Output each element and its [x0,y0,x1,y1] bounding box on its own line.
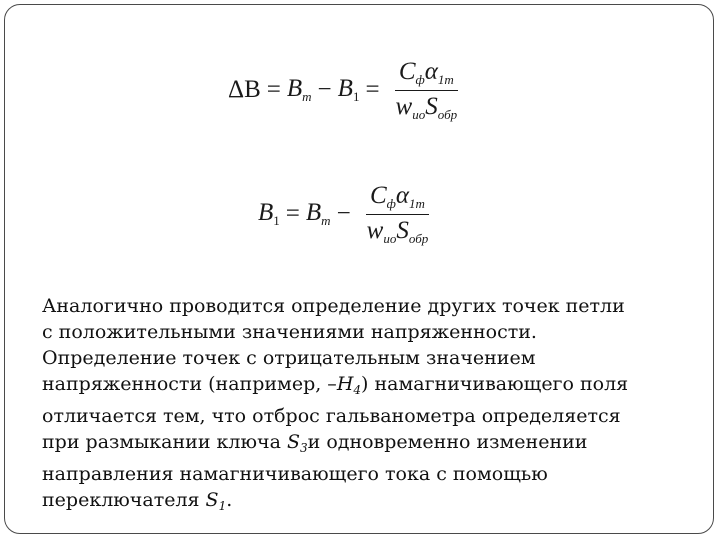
fraction-denominator: $w_{ио}S_{обр}$ [366,216,429,246]
body-paragraph [42,293,702,519]
fraction [392,58,462,123]
fraction-numerator: $C_ф\alpha_{1m}$ [395,58,458,91]
b-1: $B_1$ [337,75,360,104]
b-m: $B_m$ [305,199,331,228]
paragraph-line: направления намагничивающего тока с помощью [42,463,548,485]
paragraph-line: напряженности (например, $-H_4$) намагничивающего поля [42,373,629,397]
paragraph-line: с положительными значениями напряженности. [42,321,537,343]
paragraph-line: отличается тем, что отброс гальванометра определяется [42,405,621,427]
fraction-numerator: $C_ф\alpha_{1m}$ [366,182,429,215]
paragraph-line: Аналогично проводится определение других точек петли [42,295,625,317]
equals-sign: = [266,76,281,103]
b-m: $B_m$ [286,75,312,104]
equals-sign: = [285,200,300,227]
fraction [363,182,433,247]
paragraph-line: переключателя $S_1$. [42,489,233,513]
paragraph-line: при размыкании ключа $S_3и$ одновременно изменении [42,431,588,455]
b-1: $B_1$ [258,199,280,228]
formula-delta-b [228,50,461,130]
delta-b: ΔB [228,76,261,103]
minus-sign: − [317,76,332,103]
minus-sign: − [336,200,351,227]
equals-sign: = [365,76,380,103]
fraction-denominator: $w_{ио}S_{обр}$ [395,92,458,122]
paragraph-line: Определение точек с отрицательным значением [42,347,536,369]
formula-b1 [258,174,432,254]
